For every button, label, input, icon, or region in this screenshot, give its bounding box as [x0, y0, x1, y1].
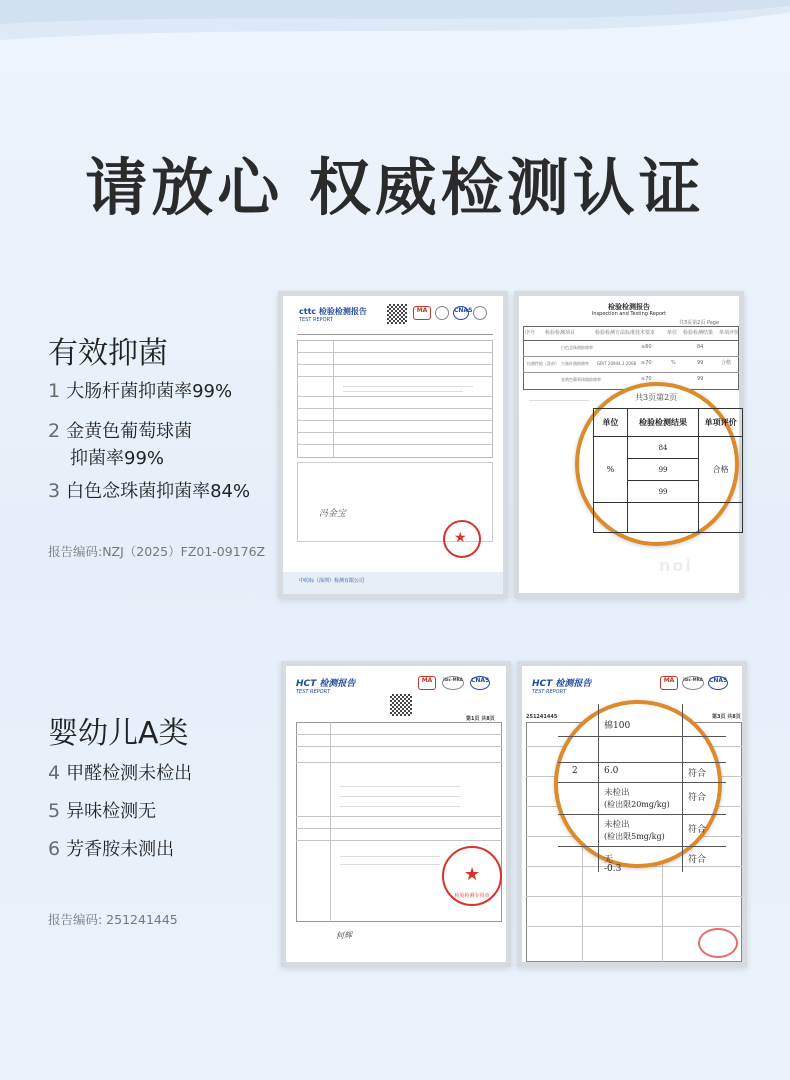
item-text-cont: 抑菌率99%: [70, 448, 165, 469]
text-line: [340, 806, 460, 807]
group-label: 抗菌性能（洗前）: [527, 361, 559, 366]
hct-logo: HCT 检测报告 TEST REPORT: [532, 679, 592, 695]
ilac-badge-icon: [435, 306, 449, 320]
list-item: [48, 478, 250, 505]
page-indicator: 第1页 共8页: [466, 716, 495, 722]
zoom-value: 未检出: [604, 788, 630, 798]
th-index: 序号: [525, 330, 536, 336]
ma-badge-icon: MA: [418, 676, 436, 690]
page-indicator: 共3页第2页 Page: [679, 320, 720, 326]
table-rule: [297, 396, 493, 397]
zoom-rule: [558, 782, 726, 783]
table-rule: [297, 364, 493, 365]
th-unit: 单位: [667, 330, 678, 336]
th-result: 检验检测结果: [683, 330, 714, 336]
th-eval: 单项评价: [719, 330, 740, 336]
info-table: [297, 340, 493, 458]
item-number: 2: [48, 420, 61, 442]
zoom-th-unit: 单位: [594, 409, 628, 437]
zoom-rule: [558, 762, 726, 763]
zoom-page-indicator: 共3页第2页: [635, 393, 678, 402]
zoom-rule: [558, 846, 726, 847]
table-rule: [523, 356, 739, 357]
zoom-value: -0.3: [604, 864, 622, 874]
row-unit: %: [671, 360, 676, 366]
zoom-eval: 合格: [699, 437, 743, 503]
zoom-value: 棉100: [604, 721, 631, 731]
ma-badge-icon: MA: [660, 676, 678, 690]
table-rule: [523, 340, 739, 341]
th-method: 检验检测方法标准: [595, 330, 636, 336]
zoom-value: 99: [627, 481, 698, 503]
top-wave-decoration: [0, 0, 790, 60]
list-item: [48, 760, 192, 787]
zoom-rule: [682, 704, 683, 872]
divider: [297, 334, 493, 335]
zoom-value: 未检出: [604, 820, 630, 830]
table-rule: [296, 828, 502, 829]
table-rule: [297, 420, 493, 421]
item-number: 3: [48, 480, 61, 502]
table-rule: [296, 734, 502, 735]
list-item: [48, 418, 192, 472]
list-item: [48, 798, 156, 825]
footer-company: 中纺标（深圳）检测有限公司: [299, 578, 365, 584]
zoom-eval: 符合: [688, 793, 707, 803]
item-text: 大肠杆菌抑菌率99%: [66, 381, 233, 402]
th-requirement: 技术要求: [635, 330, 656, 336]
page-indicator: 第3页 共8页: [712, 714, 741, 720]
row-req: ≥70: [641, 376, 652, 382]
ilac-badge-icon: ilac-MRA: [682, 676, 704, 690]
zoom-value: (检出限5mg/kg): [604, 832, 665, 841]
row-result: 99: [697, 360, 704, 366]
text-line: [340, 786, 460, 787]
seal-star-icon: ★: [454, 530, 467, 546]
text-line: [343, 391, 463, 392]
zoom-value: 无: [604, 855, 614, 865]
certificate-hct-results: [517, 661, 747, 967]
cnas-badge-icon: CNAS: [453, 306, 469, 320]
table-rule: [296, 762, 502, 763]
zoom-results-table: [593, 408, 743, 533]
zoom-rule: [558, 736, 726, 737]
row-eval: 合格: [721, 360, 732, 366]
list-item: [48, 378, 232, 405]
list-item: [48, 836, 174, 863]
cnas-badge-icon: CNAS: [470, 676, 490, 690]
table-rule: [296, 746, 502, 747]
zoom-eval: 符合: [688, 769, 707, 779]
row-result: 99: [697, 376, 704, 382]
item-text: 甲醛检测未检出: [66, 763, 193, 784]
item-number: 4: [48, 762, 61, 784]
zoom-eval: 符合: [688, 825, 707, 835]
text-line: [343, 386, 473, 387]
zoom-rule: [558, 814, 726, 815]
zoom-value: 6.0: [604, 766, 619, 776]
item-text: 金黄色葡萄球菌: [66, 421, 193, 442]
watermark: noi: [659, 556, 693, 575]
row-method: GB/T 20944.3-2008: [597, 361, 637, 366]
magnifier-zoom: [554, 700, 722, 874]
report-code: 报告编码:NZJ（2025）FZ01-09176Z: [48, 544, 266, 559]
item-number: 1: [48, 380, 61, 402]
zoom-rule: [598, 704, 599, 872]
text-line: [340, 796, 460, 797]
signature: 冯金宝: [319, 509, 347, 519]
table-rule: [523, 372, 739, 373]
ilac-badge-icon: ilac-MRA: [442, 676, 464, 690]
signature: 何辉: [336, 931, 352, 940]
section-title-infant-class-a: 婴幼儿A类: [48, 716, 189, 751]
qr-code-icon: [390, 694, 412, 716]
report-title: 检验检测报告: [608, 303, 650, 311]
text-line: [529, 400, 589, 401]
item-text: 异味检测无: [66, 801, 157, 822]
row-item: 金黄色葡萄球菌抑菌率: [561, 377, 601, 382]
table-rule: [333, 340, 334, 458]
table-rule: [297, 376, 493, 377]
zoom-value: (检出限20mg/kg): [604, 800, 670, 809]
certificate-hct-front: [281, 661, 511, 967]
seal-text: 检验检测专用章: [454, 893, 490, 899]
report-code: 报告编码: 251241445: [48, 912, 178, 927]
text-line: [340, 856, 440, 857]
report-number: 251241445: [526, 714, 558, 720]
table-rule: [526, 926, 742, 927]
item-text: 白色念珠菌抑菌率84%: [66, 481, 251, 502]
cnas-badge-icon: CNAS: [708, 676, 728, 690]
item-text: 芳香胺未测出: [66, 839, 175, 860]
magnifier-zoom: [575, 382, 739, 546]
zoom-value: 99: [627, 459, 698, 481]
zoom-value: 2: [572, 766, 578, 776]
item-number: 6: [48, 838, 61, 860]
zoom-th-eval: 单项评价: [699, 409, 743, 437]
official-seal-icon: [698, 928, 738, 958]
qr-code-icon: [387, 304, 407, 324]
table-rule: [526, 896, 742, 897]
row-item: 白色念珠菌抑菌率: [561, 345, 593, 350]
text-line: [340, 864, 440, 865]
table-rule: [330, 722, 331, 922]
certificate-cttc: [278, 291, 508, 598]
table-rule: [297, 352, 493, 353]
zoom-eval: 符合: [688, 855, 707, 865]
ma-badge-icon: MA: [413, 306, 431, 320]
table-rule: [297, 444, 493, 445]
table-rule: [296, 840, 502, 841]
table-rule: [296, 816, 502, 817]
cttc-logo: cttc 检验检测报告 TEST REPORT: [299, 307, 367, 323]
zoom-value: 84: [627, 437, 698, 459]
seal-star-icon: ★: [464, 864, 481, 885]
zoom-th-result: 检验检测结果: [627, 409, 698, 437]
zoom-unit: %: [594, 437, 628, 503]
row-req: ≥70: [641, 360, 652, 366]
row-item: 大肠杆菌抑菌率: [561, 361, 589, 366]
report-subtitle: Inspection and Testing Report: [591, 311, 667, 317]
table-rule: [297, 408, 493, 409]
page-title: 请放心 权威检测认证: [85, 151, 705, 224]
section-title-antibacterial: 有效抑菌: [48, 336, 168, 371]
row-req: ≥60: [641, 344, 652, 350]
item-number: 5: [48, 800, 61, 822]
certificate-inspection-report: [514, 291, 744, 598]
cert-badge-icon: [473, 306, 487, 320]
hct-logo: HCT 检测报告 TEST REPORT: [296, 679, 356, 695]
table-rule: [297, 432, 493, 433]
th-item: 检验检测项目: [545, 330, 576, 336]
row-result: 84: [697, 344, 704, 350]
